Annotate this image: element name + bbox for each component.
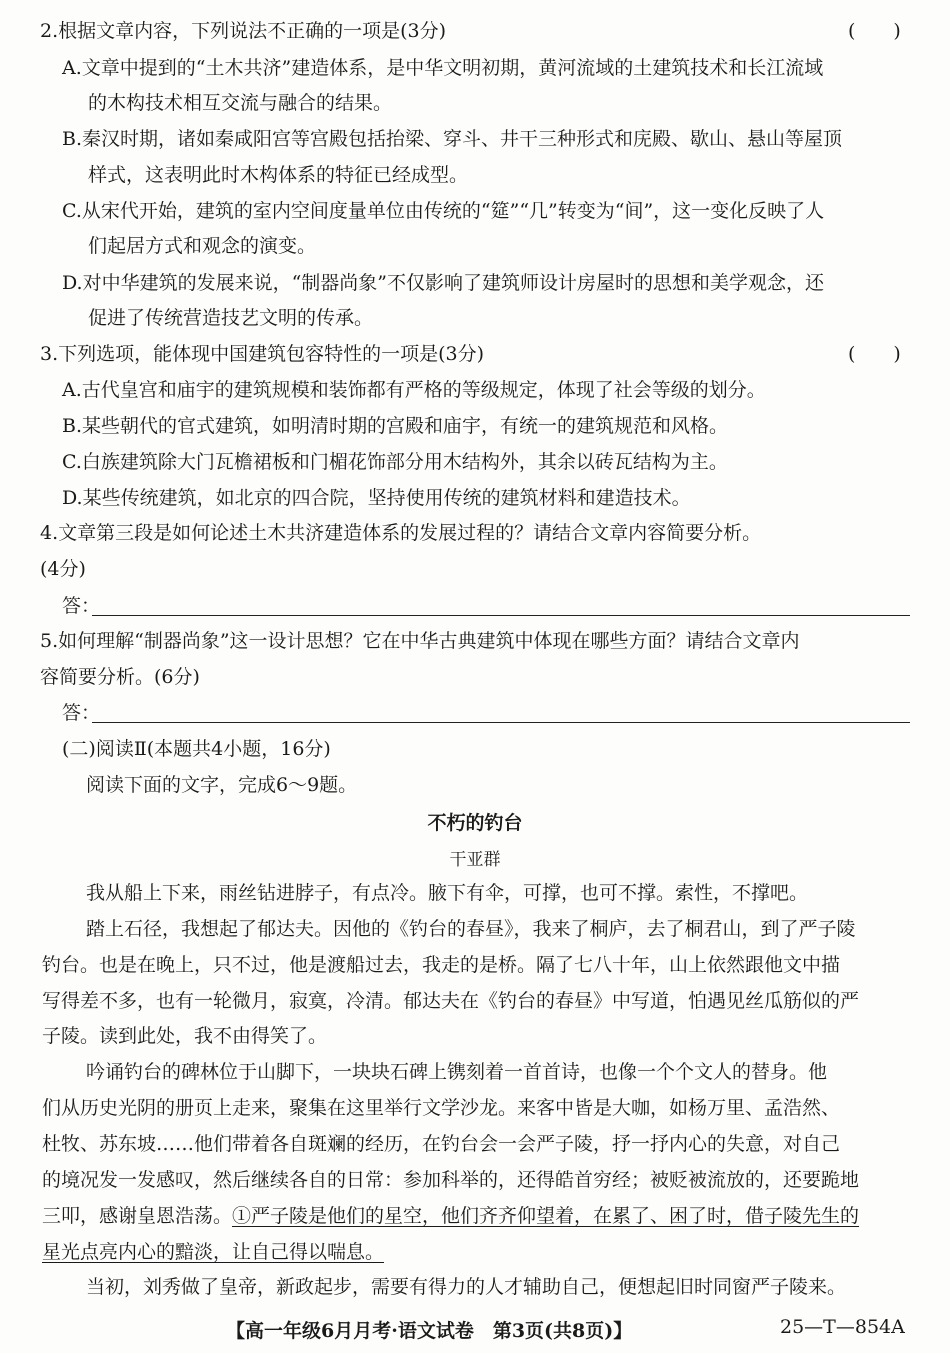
paragraph-4-line-1: 当初，刘秀做了皇帝，新政起步，需要有得力的人才辅助自己，便想起旧时同窗严子陵来。 xyxy=(86,1276,847,1298)
q4-stem-cont: (4分) xyxy=(40,558,86,580)
q2-answer-bracket: ( ) xyxy=(848,20,901,42)
q3-option-b: B.某些朝代的官式建筑，如明清时期的宫殿和庙宇，有统一的建筑规范和风格。 xyxy=(62,415,729,437)
q2-option-d-cont: 促进了传统营造技艺文明的传承。 xyxy=(88,307,374,329)
q2-option-b: B.秦汉时期，诸如秦咸阳宫等宫殿包括抬梁、穿斗、井干三种形式和庑殿、歇山、悬山等屋顶 xyxy=(62,128,843,150)
section-instruction: 阅读下面的文字，完成6～9题。 xyxy=(86,774,358,796)
paragraph-3-line-2: 们从历史光阴的册页上走来，聚集在这里举行文学沙龙。来客中皆是大咖，如杨万里、孟浩然、 xyxy=(42,1097,841,1119)
q3-option-c: C.白族建筑除大门瓦檐裙板和门楣花饰部分用木结构外，其余以砖瓦结构为主。 xyxy=(62,451,728,473)
q4-answer-line[interactable] xyxy=(92,614,910,616)
q5-stem-cont: 容简要分析。(6分) xyxy=(40,666,200,688)
q3-option-d: D.某些传统建筑，如北京的四合院，坚持使用传统的建筑材料和建造技术。 xyxy=(62,487,691,509)
q2-option-a-cont: 的木构技术相互交流与融合的结果。 xyxy=(88,92,393,114)
paragraph-3-line-5-plain: 三叩，感谢皇恩浩荡。 xyxy=(42,1205,233,1227)
q2-stem: 2.根据文章内容，下列说法不正确的一项是(3分) xyxy=(40,20,447,42)
q2-option-c-cont: 们起居方式和观念的演变。 xyxy=(88,235,317,257)
page-footer-label: 【高一年级6月月考·语文试卷 第3页(共8页)】 xyxy=(226,1320,633,1342)
paragraph-2-line-2: 钓台。也是在晚上，只不过，他是渡船过去，我走的是桥。隔了七八十年，山上依然跟他文中描 xyxy=(42,954,841,976)
article-title: 不朽的钓台 xyxy=(427,812,523,834)
q3-answer-bracket: ( ) xyxy=(848,343,901,365)
article-author: 干亚群 xyxy=(449,850,501,870)
underlined-sentence-1-cont: 星光点亮内心的黯淡，让自己得以喘息。 xyxy=(42,1241,385,1263)
q2-option-a: A.文章中提到的“土木共济”建造体系，是中华文明初期，黄河流域的土建筑技术和长江流域 xyxy=(62,57,824,79)
q3-stem: 3.下列选项，能体现中国建筑包容特性的一项是(3分) xyxy=(40,343,485,365)
q3-option-a: A.古代皇宫和庙宇的建筑规模和装饰都有严格的等级规定，体现了社会等级的划分。 xyxy=(62,379,766,401)
q5-answer-label: 答： xyxy=(62,702,101,724)
page-footer-code: 25—T—854A xyxy=(780,1316,905,1338)
underlined-sentence-1: ①严子陵是他们的星空，他们齐齐仰望着，在累了、困了时，借子陵先生的 xyxy=(232,1205,860,1227)
q2-option-d: D.对中华建筑的发展来说，“制器尚象”不仅影响了建筑师设计房屋时的思想和美学观念，还 xyxy=(62,272,825,294)
q5-answer-line[interactable] xyxy=(92,721,910,723)
paragraph-2-line-1: 踏上石径，我想起了郁达夫。因他的《钓台的春昼》，我来了桐庐，去了桐君山，到了严子陵 xyxy=(86,918,856,940)
q2-option-b-cont: 样式，这表明此时木构体系的特征已经成型。 xyxy=(88,164,469,186)
paragraph-3-line-3: 杜牧、苏东坡……他们带着各自斑斓的经历，在钓台会一会严子陵，抒一抒内心的失意，对自己 xyxy=(42,1133,841,1155)
paragraph-3-line-5 xyxy=(42,1203,859,1229)
q4-answer-label: 答： xyxy=(62,595,101,617)
paragraph-1: 我从船上下来，雨丝钻进脖子，有点冷。腋下有伞，可撑，也可不撑。索性，不撑吧。 xyxy=(86,882,809,904)
paragraph-2-line-4: 子陵。读到此处，我不由得笑了。 xyxy=(42,1025,328,1047)
paragraph-3-line-4: 的境况发一发感叹，然后继续各自的日常：参加科举的，还得皓首穷经；被贬被流放的，还要跪地 xyxy=(42,1169,860,1191)
paragraph-2-line-3: 写得差不多，也有一轮微月，寂寞，冷清。郁达夫在《钓台的春昼》中写道，怕遇见丝瓜筋似的严 xyxy=(42,990,860,1012)
q2-option-c: C.从宋代开始，建筑的室内空间度量单位由传统的“筵”“几”转变为“间”，这一变化反映了人 xyxy=(62,200,825,222)
paragraph-3-line-1: 吟诵钓台的碑林位于山脚下，一块块石碑上镌刻着一首首诗，也像一个个文人的替身。他 xyxy=(86,1061,828,1083)
section-heading: (二)阅读Ⅱ(本题共4小题，16分) xyxy=(62,738,331,760)
q5-stem: 5.如何理解“制器尚象”这一设计思想？它在中华古典建筑中体现在哪些方面？请结合文章内 xyxy=(40,630,800,652)
q4-stem: 4.文章第三段是如何论述土木共济建造体系的发展过程的？请结合文章内容简要分析。 xyxy=(40,522,762,544)
